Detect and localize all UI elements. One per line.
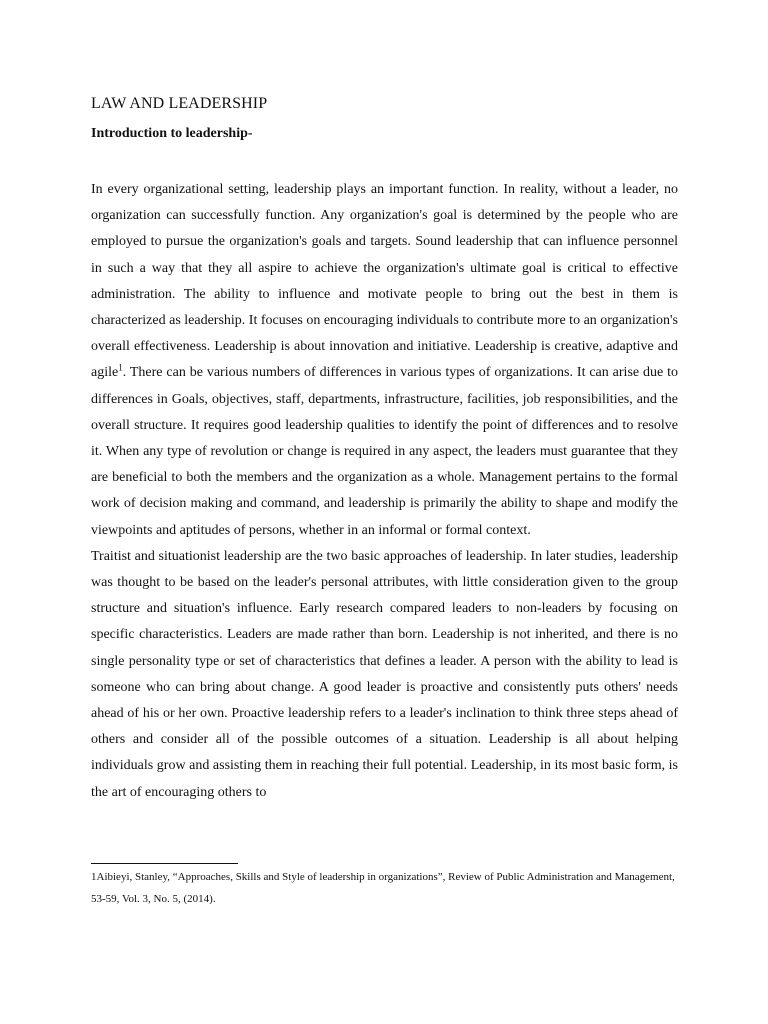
paragraph-2: Traitist and situationist leadership are the two basic approaches of leadership. In later studies, leadership was thought to be based on the leader's personal attributes, with little consideration given to the group structure and situation's influence. Early research compared leaders to non-leaders by focusing on specific characteristics. Leaders are made rather than born. Leadership is not inherited, and there is no single personality type or set of characteristics that defines a leader. A person with the ability to lead is someone who can bring about change. A good leader is proactive and consistently puts others' needs ahead of his or her own. Proactive leadership refers to a leader's inclination to think three steps ahead of others and consider all of the possible outcomes of a situation. Leadership is all about helping individuals grow and assisting them in reaching their full potential. Leadership, in its most basic form, is the art of encouraging others to: [91, 548, 678, 800]
paragraph-1-part-1: In every organizational setting, leadership plays an important function. In reality, without a leader, no organization can successfully function. Any organization's goal is determined by the people who are employed to pursue the organization's goals and targets. Sound leadership that can influence personnel in such a way that they all aspire to achieve the organization's ultimate goal is critical to effective administration. The ability to influence and motivate people to bring out the best in them is characterized as leadership. It focuses on encouraging individuals to contribute more to an organization's overall effectiveness. Leadership is about innovation and initiative. Leadership is creative, adaptive and agile: [91, 182, 678, 381]
document-title: LAW AND LEADERSHIP: [91, 95, 268, 112]
body-text: [91, 177, 678, 806]
footnote-text: 1Aibieyi, Stanley, “Approaches, Skills and Style of leadership in organizations”, Review of Public Administration and Management, 53-59, Vol. 3, No. 5, (2014).: [91, 871, 675, 905]
paragraph-1: [91, 177, 678, 544]
paragraph-1-part-2: . There can be various numbers of differences in various types of organizations. It can arise due to differences in Goals, objectives, staff, departments, infrastructure, facilities, job responsibilities, and the overall structure. It requires good leadership qualities to identify the point of differences and to resolve it. When any type of revolution or change is required in any aspect, the leaders must guarantee that they are beneficial to both the members and the organization as a whole. Management pertains to the formal work of decision making and command, and leadership is primarily the ability to shape and modify the viewpoints and aptitudes of persons, whether in an informal or formal context.: [91, 365, 678, 538]
footnote-reference[interactable]: 1: [118, 362, 123, 373]
footnote-divider: [91, 863, 238, 864]
section-heading: Introduction to leadership-: [91, 126, 253, 141]
